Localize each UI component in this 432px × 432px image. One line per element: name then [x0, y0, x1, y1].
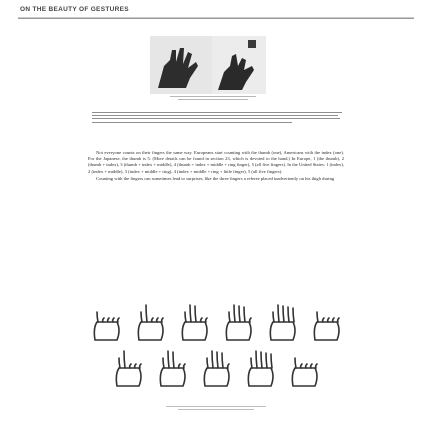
photo-caption-lines — [170, 96, 256, 102]
hand-photo-right — [212, 36, 266, 94]
paragraph: Not everyone counts on their fingers the same way. Europeans start counting with the thumb (one), Americans with the index (one). For the Japanese, the thumb is 5. (More details can be found in section 23, which is devoted to the hand.) In Europe, 1 (the thumb), 2 (thumb + index), 3 (thumb + index + middle), 4 (thumb + index + middle + ring finger), 5 (all five fingers). In the United States: 1 (index), 2 (index + middle), 3 (index + middle + ring), 4 (index + middle + ring + little finger), 5 (all five fingers). — [88, 150, 344, 174]
hand-count-5-icon — [261, 300, 303, 344]
hand-count-8-icon — [151, 346, 193, 390]
hand-count-6-icon — [305, 300, 347, 344]
hand-count-11-icon — [283, 346, 325, 390]
hand-row — [72, 300, 360, 344]
hand-count-2-icon — [129, 300, 171, 344]
finger-counting-figures — [72, 300, 360, 402]
header-rule — [18, 17, 414, 18]
hand-row — [72, 346, 360, 390]
hand-photo-icon — [212, 36, 266, 94]
hand-count-9-icon — [195, 346, 237, 390]
paragraph: Counting with the fingers can sometimes lead to surprises, like the three fingers a referee placed inadvertently on his thigh during — [96, 175, 335, 181]
figure-caption-lines — [166, 406, 266, 412]
hand-count-3-icon — [173, 300, 215, 344]
hand-photo-icon — [150, 36, 212, 94]
footnote-block — [92, 112, 342, 125]
page-header — [18, 4, 414, 19]
running-title: ON THE BEAUTY OF GESTURES — [20, 6, 129, 13]
hand-count-10-icon — [239, 346, 281, 390]
hand-count-7-icon — [107, 346, 149, 390]
hand-count-1-icon — [85, 300, 127, 344]
body-text — [88, 150, 344, 288]
hand-count-4-icon — [217, 300, 259, 344]
